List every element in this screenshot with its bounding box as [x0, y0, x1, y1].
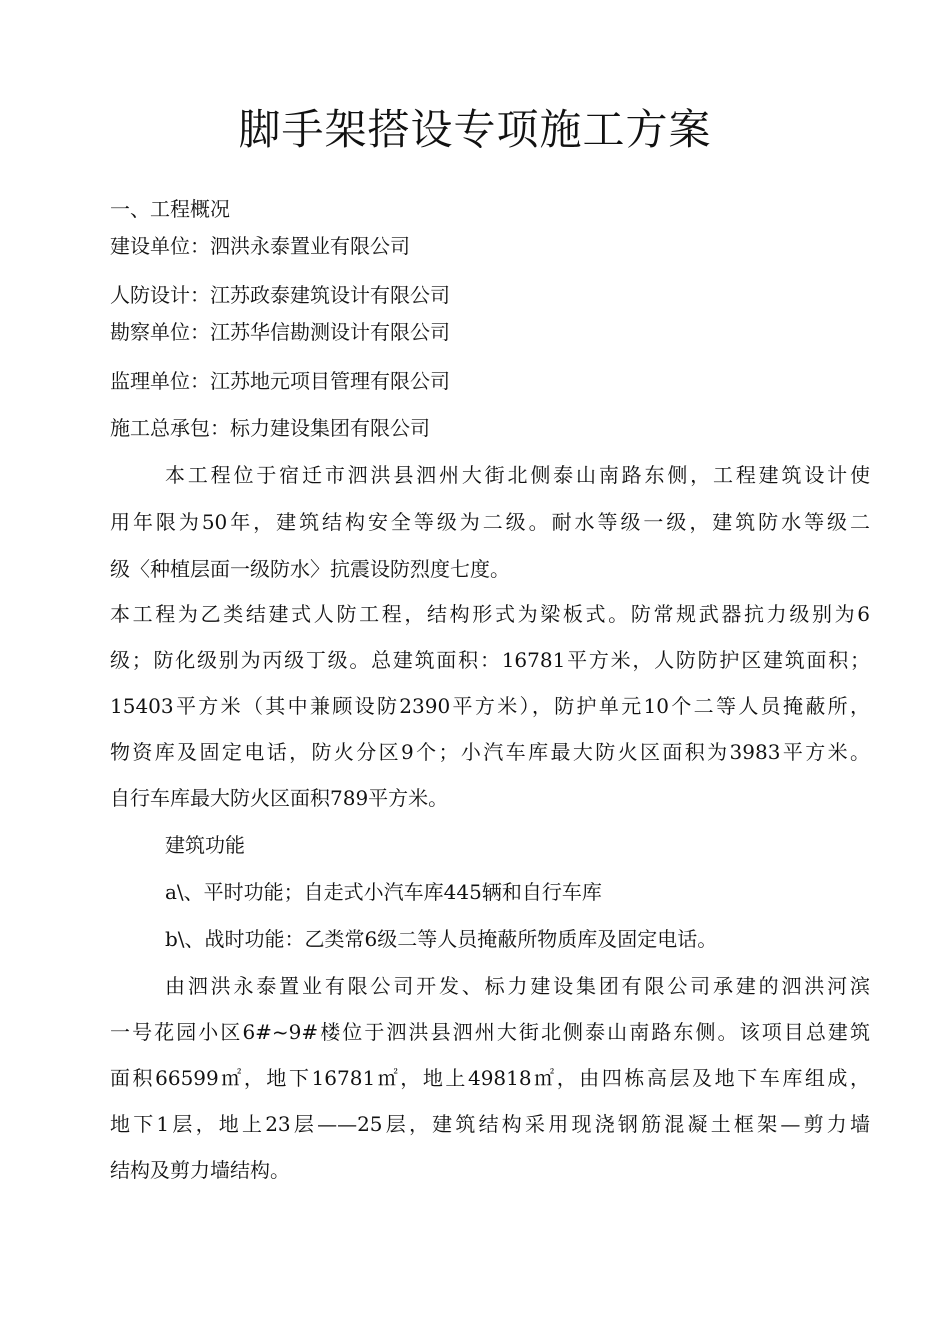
wartime-function: b\、战时功能：乙类常6级二等人员掩蔽所物质库及固定电话。: [165, 927, 718, 951]
para2-line: 本工程为乙类结建式人防工程，结构形式为梁板式。防常规武器抗力级别为6: [110, 602, 870, 626]
para2-line: 级；防化级别为丙级丁级。总建筑面积：16781平方米，人防防护区建筑面积；: [110, 648, 870, 672]
survey-line: [110, 317, 870, 347]
para3-line: 结构及剪力墙结构。: [110, 1158, 290, 1182]
para1-line: 级〈种植层面一级防水〉抗震设防烈度七度。: [110, 557, 510, 581]
para1-line: 本工程位于宿迁市泗洪县泗州大街北侧泰山南路东侧，工程建筑设计使: [165, 463, 870, 487]
civil-defense-design-line: 人防设计：江苏政泰建筑设计有限公司: [110, 283, 450, 307]
para3-line: 面积66599㎡，地下16781㎡，地上49818㎡，由四栋高层及地下车库组成，: [110, 1066, 870, 1090]
para3-line: 由泗洪永泰置业有限公司开发、标力建设集团有限公司承建的泗洪河滨: [165, 974, 870, 998]
survey-value: ：江苏华信勘测设计有限公司: [190, 320, 450, 344]
survey-label: 勘察单位: [110, 320, 190, 344]
para2-line: 物资库及固定电话，防火分区9个；小汽车库最大防火区面积为3983平方米。: [110, 740, 870, 764]
peacetime-function: a\、平时功能；自走式小汽车库445辆和自行车库: [165, 880, 602, 904]
para3-line: 地下1层，地上23层——25层，建筑结构采用现浇钢筋混凝土框架—剪力墙: [110, 1112, 870, 1136]
document-title: 脚手架搭设专项施工方案: [238, 105, 712, 154]
supervision-line: 监理单位：江苏地元项目管理有限公司: [110, 369, 450, 393]
functions-heading: 建筑功能: [165, 833, 245, 857]
para3-line: 一号花园小区6#~9#楼位于泗洪县泗州大街北侧泰山南路东侧。该项目总建筑: [110, 1020, 870, 1044]
para1-line: 用年限为50年，建筑结构安全等级为二级。耐水等级一级，建筑防水等级二: [110, 510, 870, 534]
para2-line: 15403平方米（其中兼顾设防2390平方米），防护单元10个二等人员掩蔽所，: [110, 694, 870, 718]
contractor-line: 施工总承包：标力建设集团有限公司: [110, 416, 430, 440]
para2-line: 自行车库最大防火区面积789平方米。: [110, 786, 449, 810]
section-heading: 一、工程概况: [110, 197, 230, 221]
owner-line: 建设单位：泗洪永泰置业有限公司: [110, 234, 410, 258]
